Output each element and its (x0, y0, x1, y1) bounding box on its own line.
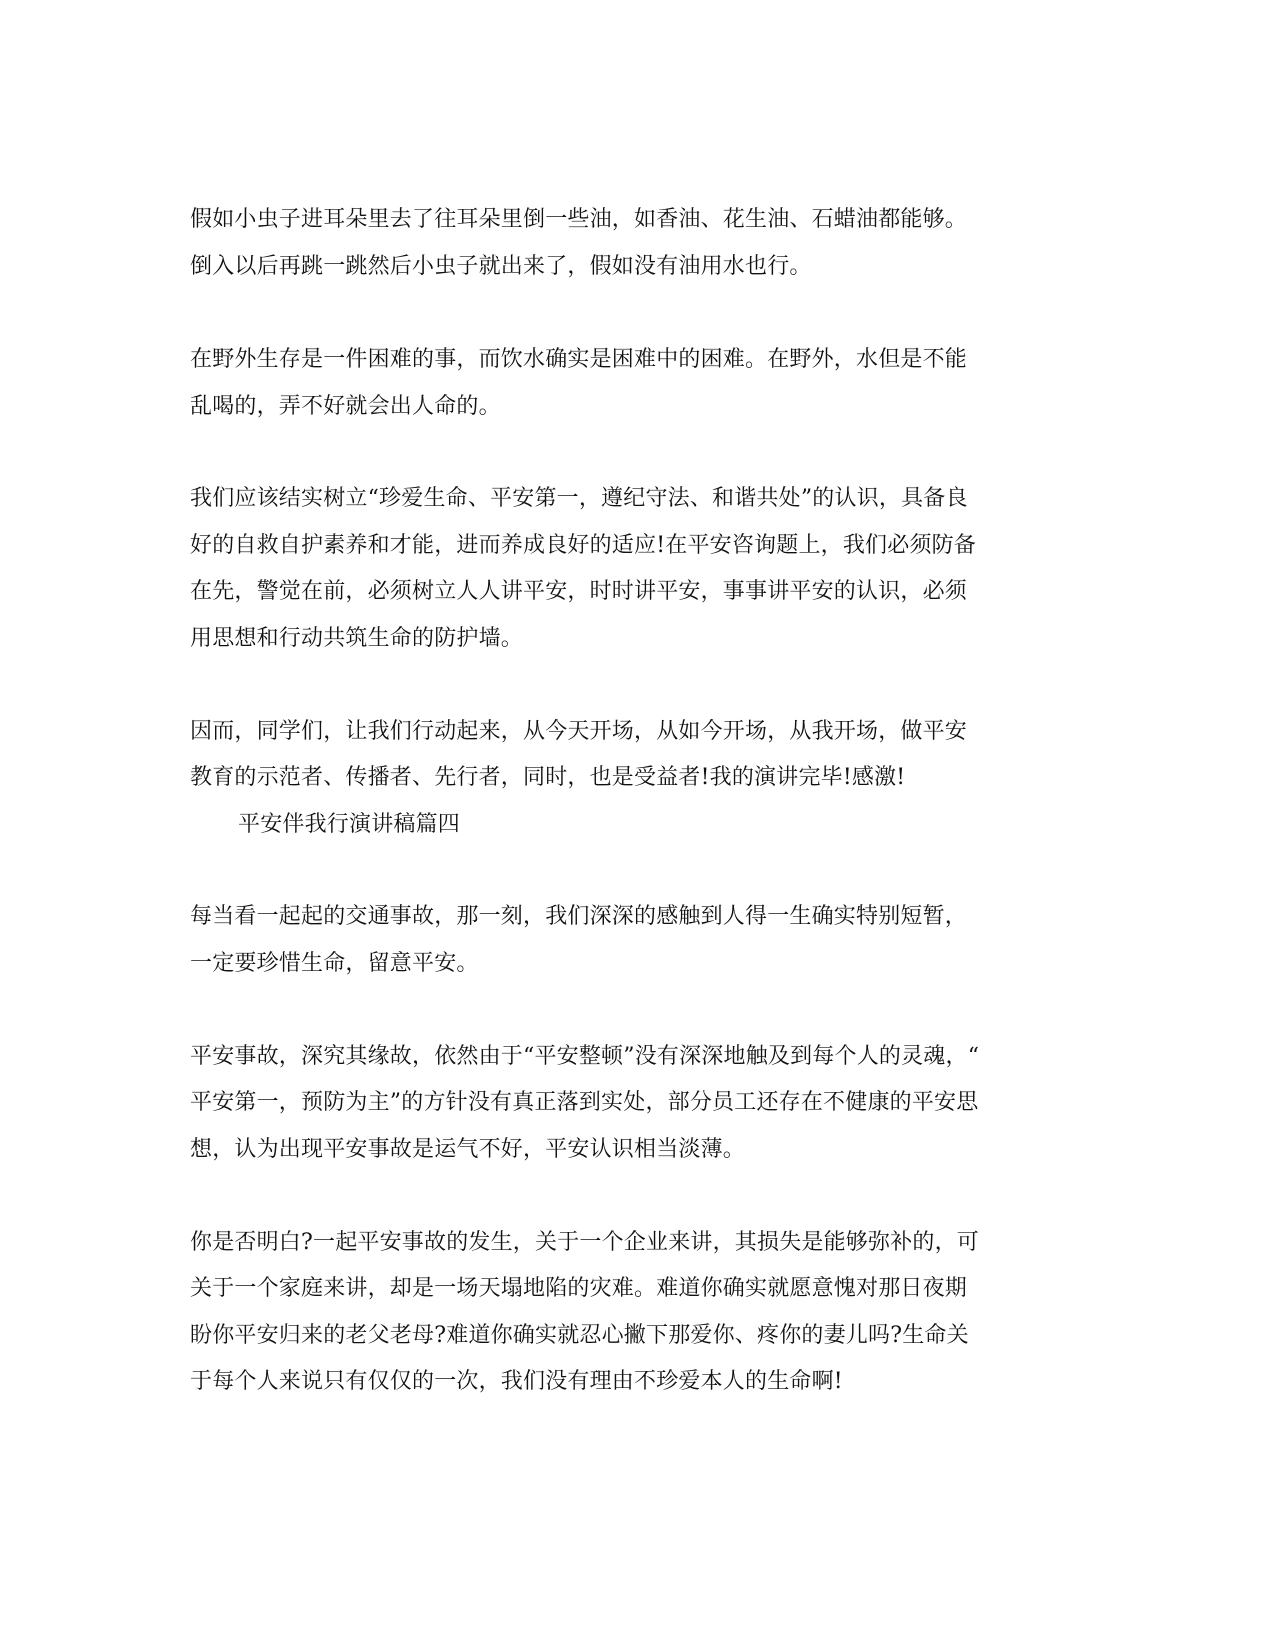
paragraph-3-line-2: 好的自救自护素养和才能，进而养成良好的适应!在平安咨询题上，我们必须防备 (190, 533, 977, 558)
section-heading: 平安伴我行演讲稿篇四 (238, 812, 461, 837)
paragraph-2-line-1: 在野外生存是一件困难的事，而饮水确实是困难中的困难。在野外，水但是不能 (190, 347, 968, 372)
paragraph-6-line-2: 平安第一，预防为主”的方针没有真正落到实处，部分员工还存在不健康的平安思 (190, 1090, 979, 1115)
paragraph-1-line-1: 假如小虫子进耳朵里去了往耳朵里倒一些油，如香油、花生油、石蜡油都能够。 (190, 207, 968, 232)
paragraph-1-line-2: 倒入以后再跳一跳然后小虫子就出来了，假如没有油用水也行。 (190, 254, 812, 279)
paragraph-3-line-3: 在先，警觉在前，必须树立人人讲平安，时时讲平安，事事讲平安的认识，必须 (190, 579, 968, 604)
paragraph-7-line-1: 你是否明白?一起平安事故的发生，关于一个企业来讲，其损失是能够弥补的，可 (190, 1230, 979, 1255)
paragraph-3-line-1: 我们应该结实树立“珍爱生命、平安第一，遵纪守法、和谐共处”的认识，具备良 (190, 486, 968, 511)
paragraph-6-line-3: 想，认为出现平安事故是运气不好，平安认识相当淡薄。 (190, 1137, 746, 1162)
paragraph-5-line-2: 一定要珍惜生命，留意平安。 (190, 951, 479, 976)
paragraph-4-line-1: 因而，同学们，让我们行动起来，从今天开场，从如今开场，从我开场，做平安 (190, 719, 968, 744)
paragraph-7-line-2: 关于一个家庭来讲，却是一场天塌地陷的灾难。难道你确实就愿意愧对那日夜期 (190, 1276, 968, 1301)
paragraph-6-line-1: 平安事故，深究其缘故，依然由于“平安整顿”没有深深地触及到每个人的灵魂，“ (190, 1044, 980, 1069)
paragraph-7-line-4: 于每个人来说只有仅仅的一次，我们没有理由不珍爱本人的生命啊! (190, 1369, 843, 1394)
paragraph-3-line-4: 用思想和行动共筑生命的防护墙。 (190, 626, 524, 651)
paragraph-4-line-2: 教育的示范者、传播者、先行者，同时，也是受益者!我的演讲完毕!感激! (190, 765, 906, 790)
paragraph-7-line-3: 盼你平安归来的老父老母?难道你确实就忍心撇下那爱你、疼你的妻儿吗?生命关 (190, 1323, 969, 1348)
paragraph-2-line-2: 乱喝的，弄不好就会出人命的。 (190, 394, 501, 419)
paragraph-5-line-1: 每当看一起起的交通事故，那一刻，我们深深的感触到人得一生确实特别短暂， (190, 904, 968, 929)
